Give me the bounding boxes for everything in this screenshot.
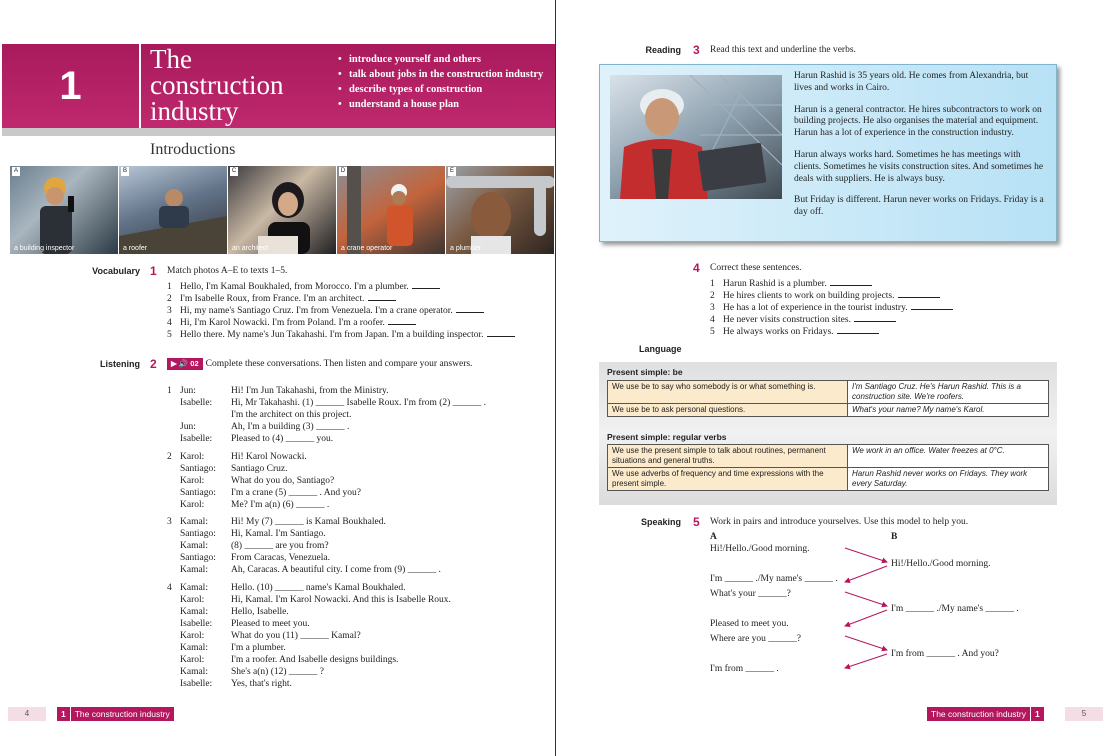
dialogue-line: Jun: Hi! I'm Jun Takahashi, from the Ministry. (180, 386, 389, 396)
speaking-b-line: I'm ______ ./My name's ______ . (891, 604, 1019, 614)
unit-number: 1 (59, 63, 82, 108)
dialogue-line: Santiago: Santiago Cruz. (180, 464, 288, 474)
inspector-silhouette-icon (10, 166, 119, 254)
reading-paragraph: Harun always works hard. Sometimes he has meetings with clients. Sometimes he visits construction sites. And sometimes he deals with suppliers. He is always busy. (794, 149, 1044, 184)
speaking-b-line: I'm from ______ . And you? (891, 649, 999, 659)
dialogue-line: Kamal: Hello. (10) ______ name's Kamal Boukhaled. (180, 583, 406, 593)
speaking-instruction: Work in pairs and introduce yourselves. Use this model to help you. (710, 517, 969, 527)
reading-paragraph: But Friday is different. Harun never works on Fridays. Friday is a day off. (794, 195, 1044, 218)
list-item: 1 Harun Rashid is a plumber. (710, 278, 1050, 290)
architect-silhouette-icon (228, 166, 337, 254)
vocabulary-instruction: Match photos A–E to texts 1–5. (167, 266, 288, 276)
grammar-example: Harun Rashid never works on Fridays. They work every Saturday. (848, 468, 1049, 491)
dialogue-line: Karol: What do you do, Santiago? (180, 476, 335, 486)
dialogue-line: Santiago: From Caracas, Venezuela. (180, 553, 331, 563)
reading-instruction: Read this text and underline the verbs. (710, 45, 856, 55)
photo-letter: D (340, 168, 346, 174)
grammar-example: We work in an office. Water freezes at 0°C. (848, 445, 1049, 468)
dialogue-line: Kamal: She's a(n) (12) ______ ? (180, 667, 324, 677)
list-item: 1 Hello, I'm Kamal Boukhaled, from Morocco. I'm a plumber. (167, 281, 527, 293)
unit-title-line: industry (150, 96, 239, 126)
list-item: 2 I'm Isabelle Roux, from France. I'm an architect. (167, 293, 527, 305)
unit-header-band (2, 44, 556, 136)
list-item: 4 He never visits construction sites. (710, 314, 1050, 326)
table-row (608, 381, 1049, 404)
left-page (0, 0, 556, 756)
photo-strip (10, 166, 556, 254)
unit-goal: • talk about jobs in the construction industry (338, 67, 553, 82)
reading-paragraph: Harun is a general contractor. He hires subcontractors to work on building projects. He also organises the material and equipment. Harun has a lot of experience in the construction industry. (794, 104, 1042, 139)
photo-plumber (446, 166, 555, 254)
dialogue-line: Karol: I'm a roofer. And Isabelle designs buildings. (180, 655, 399, 665)
dialogue-line: Isabelle: Yes, that's right. (180, 679, 292, 689)
unit-title (150, 46, 335, 124)
dialogue-line: I'm the architect on this project. (231, 410, 352, 420)
exercise-number: 3 (693, 43, 700, 57)
reading-text (794, 71, 1048, 229)
photo-caption: an architect (232, 245, 269, 252)
speaking-a-line: Hi!/Hello./Good morning. (710, 544, 810, 554)
page-number: 5 (1065, 707, 1103, 721)
list-item: 3 He has a lot of experience in the tourist industry. (710, 302, 1050, 314)
photo-building-inspector (10, 166, 119, 254)
table-row (608, 445, 1049, 468)
dialogue-line: Santiago: I'm a crane (5) ______ . And you? (180, 488, 361, 498)
conversation: 2 Karol: Hi! Karol Nowacki. Santiago: Santiago Cruz. Karol: What do you do, Santiago? Santiago: I'm a crane (5) ______ . And you? Karol: Me? I'm a(n) (6) ______ . (167, 451, 547, 511)
language-label: Language (639, 344, 682, 354)
list-item: 5 He always works on Fridays. (710, 326, 1050, 338)
reading-label: Reading (645, 45, 681, 55)
reading-text-box (599, 64, 1057, 242)
list-item: 4 Hi, I'm Karol Nowacki. I'm from Poland. I'm a roofer. (167, 317, 527, 329)
dialogue-line: Kamal: (8) ______ are you from? (180, 541, 329, 551)
answer-blank[interactable] (830, 278, 872, 286)
speaking-a-line: Where are you ______? (710, 634, 802, 644)
conversation: 4 Kamal: Hello. (10) ______ name's Kamal Boukhaled. Karol: Hi, Kamal. I'm Karol Nowacki. And this is Isabelle Roux. Kamal: Hello, Isabelle. Isabelle: Pleased to meet you. Karol: What do you (11) ______ Kamal? Kamal: I'm a plumber. Karol: I'm a roofer. And Isabelle designs buildings. Kamal: She's a(n) (12) ______ ? Isabelle: Yes, that's right. (167, 582, 547, 690)
answer-blank[interactable] (456, 305, 484, 313)
contractor-photo (610, 75, 782, 199)
grammar-heading: Present simple: be (607, 367, 683, 377)
photo-caption: a building inspector (14, 245, 75, 252)
crane-operator-silhouette-icon (337, 166, 446, 254)
photo-letter: B (122, 168, 127, 174)
table-row (608, 404, 1049, 417)
grammar-rule: We use adverbs of frequency and time expressions with the present simple. (608, 468, 848, 491)
grammar-rule: We use the present simple to talk about routines, permanent situations and general truths. (608, 445, 848, 468)
list-item: 5 Hello there. My name's Jun Takahashi. I'm from Japan. I'm a building inspector. (167, 329, 527, 341)
conversation: 1 Jun: Hi! I'm Jun Takahashi, from the Ministry. Isabelle: Hi, Mr Takahashi. (1) ______ Isabelle Roux. I'm from (2) ______ . I'm the architect on this project. Jun: Ah, I'm a building (3) ______ . Isabelle: Pleased to (4) ______ you. (167, 385, 547, 445)
photo-crane-operator (337, 166, 446, 254)
grammar-rule: We use be to say who somebody is or what something is. (608, 381, 848, 404)
dialogue-line: Jun: Ah, I'm a building (3) ______ . (180, 422, 350, 432)
photo-letter: E (449, 168, 454, 174)
table-row (608, 468, 1049, 491)
unit-goal: • describe types of construction (338, 82, 553, 97)
grammar-table-be (607, 380, 1049, 417)
exercise-number: 1 (150, 264, 157, 278)
unit-goal: • introduce yourself and others (338, 52, 553, 67)
roofer-silhouette-icon (119, 166, 228, 254)
column-a-heading: A (710, 532, 717, 542)
correct-instruction: Correct these sentences. (710, 263, 802, 273)
language-panel (599, 362, 1057, 505)
right-page (557, 0, 1113, 756)
photo-caption: a plumber (450, 245, 482, 252)
listening-instruction: ▶ 🔊 02 Complete these conversations. Then listen and compare your answers. (167, 358, 497, 370)
answer-blank[interactable] (854, 314, 896, 322)
dialogue-line: Kamal: Hello, Isabelle. (180, 607, 289, 617)
column-b-heading: B (891, 532, 898, 542)
plumber-silhouette-icon (446, 166, 555, 254)
footer-unit-tab: 1 The construction industry (57, 707, 174, 721)
speaking-label: Speaking (640, 517, 681, 527)
photo-caption: a roofer (123, 245, 148, 252)
exercise-number: 4 (693, 261, 700, 275)
arrow-icon (845, 548, 887, 668)
dialogue-line: Karol: Me? I'm a(n) (6) ______ . (180, 500, 330, 510)
speaking-a-line: What's your ______? (710, 589, 791, 599)
photo-caption: a crane operator (341, 245, 393, 252)
answer-blank[interactable] (388, 317, 416, 325)
dialogue-line: Kamal: Hi! My (7) ______ is Kamal Boukhaled. (180, 517, 386, 527)
dialogue-line: Kamal: Ah, Caracas. A beautiful city. I come from (9) ______ . (180, 565, 441, 575)
photo-roofer (119, 166, 228, 254)
audio-track-badge[interactable]: ▶ 🔊 02 (167, 358, 203, 370)
dialogue-line: Kamal: I'm a plumber. (180, 643, 286, 653)
reading-paragraph: Harun Rashid is 35 years old. He comes from Alexandria, but lives and works in Cairo. (794, 71, 1029, 93)
list-item: 3 Hi, my name's Santiago Cruz. I'm from Venezuela. I'm a crane operator. (167, 305, 527, 317)
list-item: 2 He hires clients to work on building projects. (710, 290, 1050, 302)
unit-goals (338, 52, 553, 112)
exercise-number: 5 (693, 515, 700, 529)
answer-blank[interactable] (911, 302, 953, 310)
vocabulary-label: Vocabulary (92, 266, 140, 276)
unit-goal: • understand a house plan (338, 97, 553, 112)
dialogue-line: Isabelle: Hi, Mr Takahashi. (1) ______ Isabelle Roux. I'm from (2) ______ . (180, 398, 486, 408)
photo-letter: C (231, 168, 237, 174)
dialogue-arrows (837, 540, 897, 675)
page-number: 4 (8, 707, 46, 721)
answer-blank[interactable] (487, 329, 515, 337)
conversation: 3 Kamal: Hi! My (7) ______ is Kamal Boukhaled. Santiago: Hi, Kamal. I'm Santiago. Kamal: (8) ______ are you from? Santiago: From Caracas, Venezuela. Kamal: Ah, Caracas. A beautiful city. I come from (9) ______ . (167, 516, 547, 576)
speaking-b-line: Hi!/Hello./Good morning. (891, 559, 991, 569)
answer-blank[interactable] (412, 281, 440, 289)
unit-divider (139, 44, 141, 136)
section-title: Introductions (150, 141, 236, 158)
dialogue-line: Isabelle: Pleased to (4) ______ you. (180, 434, 334, 444)
answer-blank[interactable] (368, 293, 396, 301)
unit-title-line: construction (150, 70, 284, 100)
grammar-heading: Present simple: regular verbs (607, 432, 727, 442)
vocabulary-list (167, 281, 527, 341)
exercise-number: 2 (150, 357, 157, 371)
listening-label: Listening (100, 359, 140, 369)
grammar-example: I'm Santiago Cruz. He's Harun Rashid. This is a construction site. We're roofers. (848, 381, 1049, 404)
correct-list (710, 278, 1050, 338)
grammar-example: What's your name? My name's Karol. (848, 404, 1049, 417)
grammar-table-regular (607, 444, 1049, 491)
speaking-a-line: I'm ______ ./My name's ______ . (710, 574, 838, 584)
dialogue-line: Santiago: Hi, Kamal. I'm Santiago. (180, 529, 326, 539)
photo-architect (228, 166, 337, 254)
dialogue-line: Karol: Hi, Kamal. I'm Karol Nowacki. And this is Isabelle Roux. (180, 595, 451, 605)
photo-letter: A (13, 168, 18, 174)
contractor-silhouette-icon (610, 75, 782, 199)
speaking-a-line: Pleased to meet you. (710, 619, 789, 629)
band-bottom-strip (2, 128, 556, 136)
dialogue-line: Karol: Hi! Karol Nowacki. (180, 452, 307, 462)
dialogue-line: Karol: What do you (11) ______ Kamal? (180, 631, 361, 641)
footer-unit-tab: The construction industry 1 (927, 707, 1044, 721)
unit-title-line: The (150, 44, 192, 74)
grammar-rule: We use be to ask personal questions. (608, 404, 848, 417)
answer-blank[interactable] (837, 326, 879, 334)
speaking-a-line: I'm from ______ . (710, 664, 779, 674)
answer-blank[interactable] (898, 290, 940, 298)
dialogue-line: Isabelle: Pleased to meet you. (180, 619, 310, 629)
